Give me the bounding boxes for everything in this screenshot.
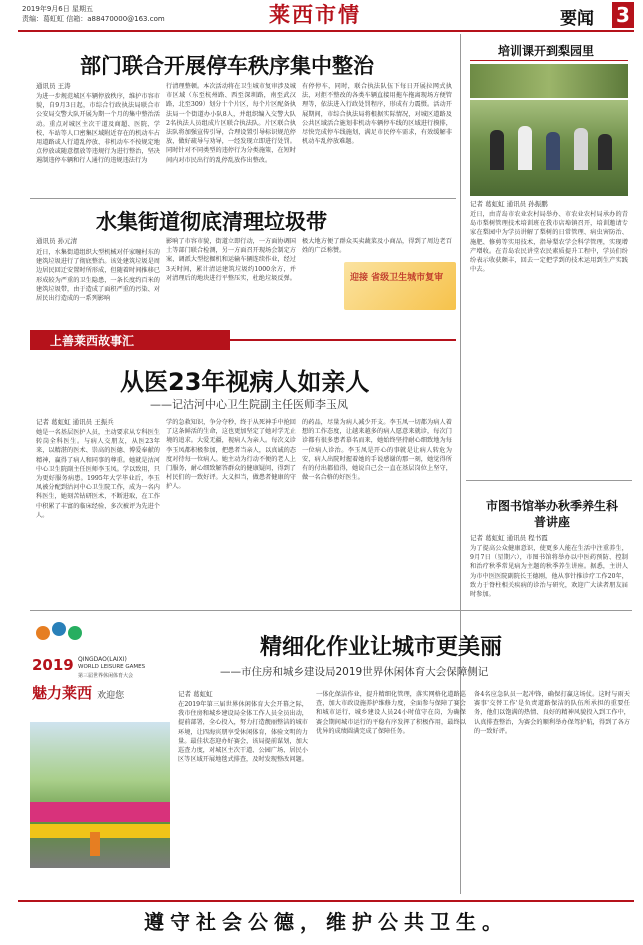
article1-col3: 有停停车，同时，联合执法队伍下每日开展拉网式执法，对拒不整改的各类车辆直接用拖车拖离现场方便管理等，依法进入行政处罚程序，形成有力震慑。活动开展期间，市综合执法局将根据实际情况，对城区道路及公共区域活合施划非机动车辆停车线的区域进行摸排，尽快完成停车线施划，满足市民停车需求，有效缓解非机动车乱停放难题。	[302, 83, 452, 146]
section-title: 要闻	[560, 9, 594, 29]
logo-year: 2019	[32, 656, 74, 674]
masthead	[240, 0, 390, 28]
page-number: 3	[612, 2, 634, 28]
article2-byline: 通讯员 孙元清	[36, 237, 78, 245]
story-banner-text: 上善莱西故事汇	[50, 334, 135, 348]
header-date: 2019年9月6日 星期五	[22, 5, 93, 13]
article4-col1: 在2019年第三届世界休闲体育大会开幕之际，我市住房和城乡建设局全体工作人员全员出动，提前部署，全心投入，努力打造靓丽整洁的城市环境，让四海宾朋享受休闲体育，体验文明的力量。最佳状态迎办好赛会，该局提前谋划，加大巡查力度，对城区主次干道、公园广场、居民小区等区域开展地毯式排查，及时发现整改问题。	[178, 701, 308, 764]
article1-col2: 行清理整顿。本次活动将在卫生城市复审涉及城市区域（东至杭州路、西至深圳路，南至武汉路，北至309）划分十个片区，每个片区配备执法局一个街道办小队8人，并组织编入交警大队2名执法人员组成片区联合执法队。片区联合执法队将加强宣传引导，合理设置引导标识规范停放，做好疏导与劝导，一经发现立即进行处罚。同时针对不同类型的违停行为分类施策，在短时间内对市民出行的乱停乱放作出整改。	[166, 83, 296, 164]
article4-byline: 记者 葛虹虹	[178, 690, 213, 698]
right1-title: 培训课开到梨园里	[498, 44, 595, 58]
article3-col1: 她是一名基层医护人员，主动要求从专科医生转岗全科医生。与病人交朋友，从医23年来，以精湛的医术、崇高的医德、博爱奉献的精神，赢得了病人和同事的尊重。她就是沽河中心卫生院副主任医师李玉凤。学以致用，只为更好服务病患。1995年大学毕业后，李玉凤被分配到沽河中心卫生院工作，成为一名内科医生，她刻苦钻研医术，不断进取，在工作中积累了丰富的临床经验，多次被评为先进个人。	[36, 429, 160, 519]
divider-3	[30, 610, 632, 611]
story-banner-line	[230, 339, 456, 341]
flower-street-photo	[30, 722, 170, 868]
pear-orchard-photo	[470, 100, 628, 196]
logo-slogan	[32, 682, 152, 703]
slogan-welcome: 欢迎您	[97, 691, 125, 701]
article4-title: 精细化作业让城市更美丽	[260, 635, 503, 660]
divider-right	[466, 480, 632, 481]
masthead-title: 莱西市情	[269, 2, 361, 27]
article3-col3: 的药品，尽量为病人减少开支。李玉凤一切都为病人着想的工作态度，让越来越多的病人愿意来就诊，每次门诊都有很多患者慕名而来，她始终坚持耐心细致地为每一位病人诊治。李玉凤是开心的事就是让病人转危为安，病人出院时握着她的手说感谢的那一刻，她觉得所有的付出都值得，她说自己会一直在基层岗位上坚守，做一名合格的好医生。	[302, 419, 452, 482]
logo-icon	[32, 620, 84, 660]
article3-col2: 学的急救知识，争分夺秒，终于从死神手中抢回了这条鲜活的生命，这也更加坚定了她对学无止境的追求。大爱无疆，视病人为亲人。每次义诊李玉凤都积极参加，把患者当亲人，以真诚的态度对待每一位病人。她主动为行动不便的老人上门服务，耐心细致解答群众的健康疑问，得到了村民们的一致好评。大义担当，做患者健康的守护人。	[166, 419, 296, 491]
article1-byline: 通讯员 王涛	[36, 82, 71, 90]
slogan-main: 魅力莱西	[32, 684, 93, 702]
right2-title: 市图书馆举办秋季养生科普讲座	[485, 499, 618, 529]
article4-col3: 备4名应急队员一起冲锋，确保打赢这场仗。这时与雨天赛事'交替工作'是负责道路保洁的队伍所承担的重要任务，他们以饱满的热情、良好的精神风貌投入到工作中，认真排查整治，为赛会的顺利举办保驾护航，得到了各方的一致好评。	[474, 691, 630, 735]
welcome-banner	[344, 262, 456, 310]
right1-title-underline	[470, 60, 628, 61]
leisure-games-logo	[30, 620, 150, 720]
article2-col2: 影响了市容市貌，街道立即行动，一方面协调国土等部门联合检测，另一方面召开现场会制定方案，调派大型挖掘机和运输车辆连续作业，经过3天时间，累计清运建筑垃圾约1000余方，并对清理后的地块进行平整压实，杜绝垃圾反弹。	[166, 238, 296, 282]
article2-col3: 极大地方便了群众买卖蔬菜及小商品，得到了周边老百姓的广泛称赞。	[302, 238, 452, 255]
header-rule	[18, 30, 634, 32]
logo-cn-small: 第三届世界休闲体育大会	[78, 673, 134, 679]
logo-en-line1: QINGDAO(LAIXI)	[78, 656, 127, 663]
header-editor: 责编：葛虹虹 信箱：a88470000@163.com	[22, 15, 165, 23]
footer-slogan-bar	[18, 900, 634, 938]
pear-tree-photo	[470, 64, 628, 98]
story-banner	[30, 330, 456, 350]
right1-text: 近日，由青岛市农业农村局举办、市农业农村局承办的青岛市梨树管理技术培训班在我市店埠镇召开，培训邀请专家在梨园中为学员讲解了梨树的日常管理、病虫害防治、施肥、修剪等实用技术，指导梨农学会科学管理，实现增产增收。在青岛农民讲堂农民素质提升工程中，学员们纷纷表示收获颇丰，回去一定把学到的技术运用到生产实践中去。	[470, 211, 628, 274]
article2-title: 水集街道彻底清理垃圾带	[96, 210, 327, 234]
welcome-banner-text: 迎接 省级卫生城市复审	[350, 273, 444, 283]
article1-col1: 为进一步规范城区车辆停放秩序，维护市容市貌，自9月3日起，市综合行政执法局联合市公安局交警大队开展为期一个月的集中整治活动。重点对城区主次干道及商超、医院、学校、车站等人口密集区域附近存在的机动车占用道路或人行道乱停放、非机动车不按规定地点停放或随意摆放等违规行为进行整治，坚决遏制违停车辆和行人通行的违规违法行为	[36, 93, 160, 165]
article3-byline: 记者 葛虹虹 通讯员 王振兵	[36, 418, 114, 426]
article1-title: 部门联合开展停车秩序集中整治	[80, 54, 374, 78]
footer-slogan: 遵守社会公德，维护公共卫生。	[144, 909, 508, 934]
article3-subtitle: ——记沽河中心卫生院副主任医师李玉凤	[150, 398, 348, 411]
right2-text: 为了提高公众健康意识，使更多人能在生活中注重养生，9月7日（星期六），市图书馆将举办以中医药预防、控制和治疗秋季常见病为主题的秋季养生讲座。据悉，主讲人为市中医医院副院长王德刚，他从事针推诊疗工作20年，致力于脊柱相关疾病的诊治与研究，欢迎广大读者朋友届时参加。	[470, 545, 628, 599]
right2-byline: 记者 葛虹虹 通讯员 程书霞	[470, 534, 548, 542]
right1-byline: 记者 葛虹虹 通讯员 孙振鹏	[470, 200, 548, 208]
article4-subtitle: ——市住房和城乡建设局2019世界休闲体育大会保障侧记	[220, 666, 489, 678]
logo-en-line2: WORLD LEISURE GAMES	[78, 664, 146, 670]
article4-col2: 一体化保洁作业，提升精细化管理，落实网格化道路巡查，加大市政设施养护维修力度，全面参与保障了赛会和城市运行，城乡建设人员24小时值守在岗，为确保赛会期间城市运行的平稳有序发挥了积极作用，最终以优异的成绩圆满完成了保障任务。	[316, 691, 466, 735]
article2-col1: 近日，水集街道组织大型机械对仟家疃村东的建筑垃圾进行了彻底整治。该处建筑垃圾是周边居民回迁安置时所形成，但随着时间推移已形成较为严重的卫生隐患，一条长度约百米的建筑垃圾带，由于造成了面积严重的污染、对居民出行造成的一系列影响	[36, 249, 160, 303]
article3-title: 从医23年视病人如亲人	[120, 368, 370, 396]
divider-1	[30, 198, 456, 199]
